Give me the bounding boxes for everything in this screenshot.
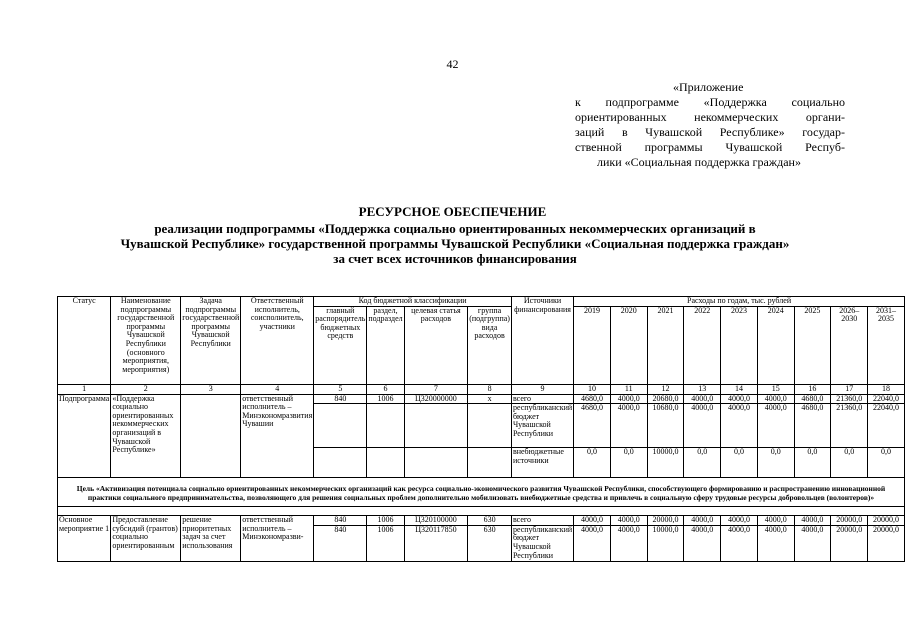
cell-value: 21360,0: [831, 404, 868, 448]
cell-value: 20680,0: [647, 394, 684, 404]
goal-text: Цель «Активизация потенциала социально ориентированных некоммерческих организаций как ресурса социально-экономического развития Чувашской Республики, способствующего формированию и распространению инновационной практики социального предпринимательства, позволяющего для решения социальных проблем дополнительно мобилизовать внебюджетные средства и привлечь в социальную сферу трудовые ресурсы добровольцев (волонтеров)»: [58, 478, 905, 507]
page-number: 42: [446, 57, 459, 71]
cell-value: 10680,0: [647, 404, 684, 448]
cell-grbs: [314, 404, 367, 448]
cell-name: Предоставление субсидий (грантов) социально ориентированным: [111, 516, 181, 562]
cell-value: 4000,0: [794, 516, 831, 526]
cell-value: 0,0: [574, 448, 611, 478]
column-number: 3: [181, 384, 241, 394]
column-number: 18: [868, 384, 905, 394]
cell-value: 4680,0: [794, 394, 831, 404]
header-target: целевая статья расходов: [404, 306, 468, 384]
cell-value: 22040,0: [868, 394, 905, 404]
column-number: 15: [757, 384, 794, 394]
cell-value: 20000,0: [868, 525, 905, 561]
cell-value: 0,0: [757, 448, 794, 478]
header-section: раздел, подраздел: [367, 306, 404, 384]
cell-target: Ц320100000: [404, 516, 468, 526]
cell-group: [468, 404, 512, 448]
cell-value: 4000,0: [610, 525, 647, 561]
cell-section: 1006: [367, 516, 404, 526]
cell-value: 4000,0: [574, 525, 611, 561]
cell-source: внебюджетные источники: [511, 448, 573, 478]
column-number: 6: [367, 384, 404, 394]
annex-line: ственной программы Чувашской Респуб-: [575, 140, 845, 154]
table-row: [58, 394, 905, 404]
cell-group: 630: [468, 525, 512, 561]
cell-name: «Поддержка социально ориентированных некоммерческих организаций в Чувашской Республике»: [111, 394, 181, 478]
header-year: 2025: [794, 306, 831, 384]
annex-line: заций в Чувашской Республике» государ-: [575, 125, 845, 139]
cell-value: 4680,0: [574, 404, 611, 448]
annex-line: к подпрограмме «Поддержка социально: [575, 95, 845, 109]
header-year: 2024: [757, 306, 794, 384]
cell-grbs: 840: [314, 516, 367, 526]
cell-task: решение приоритетных задач за счет использования: [181, 516, 241, 562]
column-number: 7: [404, 384, 468, 394]
document-title: РЕСУРСНОЕ ОБЕСПЕЧЕНИЕ: [358, 204, 547, 219]
cell-value: 4000,0: [721, 516, 758, 526]
resource-table: [57, 296, 905, 562]
header-budget-code: Код бюджетной классификации: [314, 297, 512, 307]
header-year: 2019: [574, 306, 611, 384]
cell-target: [404, 404, 468, 448]
column-number: 1: [58, 384, 111, 394]
header-year: 2031–2035: [868, 306, 905, 384]
cell-target: Ц320117850: [404, 525, 468, 561]
cell-value: 4000,0: [757, 525, 794, 561]
column-number: 12: [647, 384, 684, 394]
cell-grbs: [314, 448, 367, 478]
header-name: Наименование подпрограммы государственной программы Чувашской Республики (основного мероприятия, мероприятия): [111, 297, 181, 385]
cell-value: 4000,0: [610, 516, 647, 526]
cell-value: 4680,0: [574, 394, 611, 404]
cell-value: 4000,0: [757, 394, 794, 404]
cell-value: 4000,0: [721, 404, 758, 448]
cell-group: 630: [468, 516, 512, 526]
column-number: 17: [831, 384, 868, 394]
header-task: Задача подпрограммы государственной программы Чувашской Республики: [181, 297, 241, 385]
cell-source: республиканский бюджет Чувашской Республики: [512, 525, 573, 560]
cell-value: 22040,0: [868, 404, 905, 448]
cell-value: 4000,0: [610, 404, 647, 448]
cell-value: 0,0: [868, 448, 905, 478]
header-source: Источники финансирования: [511, 297, 573, 385]
cell-value: 4000,0: [574, 516, 611, 526]
cell-value: 0,0: [721, 448, 758, 478]
spacer-cell: [58, 507, 905, 516]
cell-value: 4000,0: [610, 394, 647, 404]
cell-value: 4680,0: [794, 404, 831, 448]
column-number: 10: [574, 384, 611, 394]
cell-value: 4000,0: [684, 394, 721, 404]
cell-group: [468, 448, 512, 478]
cell-target: Ц320000000: [404, 394, 468, 404]
cell-source: всего: [511, 394, 573, 404]
cell-value: 21360,0: [831, 394, 868, 404]
cell-value: 4000,0: [757, 404, 794, 448]
column-number: 5: [314, 384, 367, 394]
annex-line: ориентированных некоммерческих органи-: [575, 110, 845, 124]
cell-section: 1006: [367, 394, 404, 404]
header-expenses: Расходы по годам, тыс. рублей: [574, 297, 905, 307]
cell-value: 20000,0: [868, 516, 905, 526]
header-year: 2021: [647, 306, 684, 384]
cell-value: 4000,0: [684, 404, 721, 448]
cell-target: [404, 448, 468, 478]
annex-line: лики «Социальная поддержка граждан»: [597, 155, 801, 169]
cell-group: x: [468, 394, 512, 404]
header-executor: Ответственный исполнитель, соисполнитель, участники: [241, 297, 314, 385]
cell-value: 4000,0: [721, 525, 758, 561]
cell-section: 1006: [367, 525, 404, 561]
column-number: 13: [684, 384, 721, 394]
cell-value: 20000,0: [647, 516, 684, 526]
cell-task: [181, 394, 241, 478]
cell-value: 10000,0: [647, 525, 684, 561]
cell-value: 20000,0: [831, 525, 868, 561]
cell-value: 0,0: [794, 448, 831, 478]
cell-value: 20000,0: [831, 516, 868, 526]
cell-value: 4000,0: [684, 525, 721, 561]
column-number: 16: [794, 384, 831, 394]
column-number-row: [58, 384, 905, 394]
header-grbs: главный распорядитель бюджетных средств: [314, 306, 367, 384]
cell-grbs: 840: [314, 525, 367, 561]
cell-section: [367, 404, 404, 448]
cell-status: Подпрограмма: [58, 394, 111, 478]
column-number: 14: [721, 384, 758, 394]
cell-value: 4000,0: [684, 516, 721, 526]
cell-value: 10000,0: [647, 448, 684, 478]
cell-source: всего: [511, 516, 573, 526]
cell-value: 4000,0: [721, 394, 758, 404]
header-group: группа (подгруппа) вида расходов: [468, 306, 512, 384]
cell-source: республиканский бюджет Чувашской Республики: [511, 404, 573, 448]
column-number: 9: [511, 384, 573, 394]
cell-executor: ответственный исполнитель – Минэкономразви-: [241, 516, 314, 562]
cell-value: 0,0: [610, 448, 647, 478]
cell-executor: ответственный исполнитель – Минэкономразвития Чувашии: [241, 394, 314, 478]
cell-value: 0,0: [684, 448, 721, 478]
spacer-row: [58, 507, 905, 516]
column-number: 11: [610, 384, 647, 394]
header-year: 2026–2030: [831, 306, 868, 384]
column-number: 2: [111, 384, 181, 394]
header-year: 2023: [721, 306, 758, 384]
document-subtitle: реализации подпрограммы «Поддержка социально ориентированных некоммерческих организаций в Чувашской Республике» государственной программы Чувашской Республики «Социальная поддержка граждан» за счет всех источников финансирования: [120, 221, 790, 266]
cell-section: [367, 448, 404, 478]
header-status: Статус: [58, 297, 111, 385]
cell-value: 4000,0: [794, 525, 831, 561]
goal-row: [58, 478, 905, 507]
cell-value: 0,0: [831, 448, 868, 478]
header-year: 2020: [610, 306, 647, 384]
annex-block: [575, 80, 845, 170]
annex-line: «Приложение: [673, 80, 744, 94]
header-year: 2022: [684, 306, 721, 384]
column-number: 4: [241, 384, 314, 394]
cell-value: 4000,0: [757, 516, 794, 526]
cell-status: Основное мероприятие 1: [58, 516, 111, 562]
cell-grbs: 840: [314, 394, 367, 404]
table-row: [58, 516, 905, 526]
column-number: 8: [468, 384, 512, 394]
